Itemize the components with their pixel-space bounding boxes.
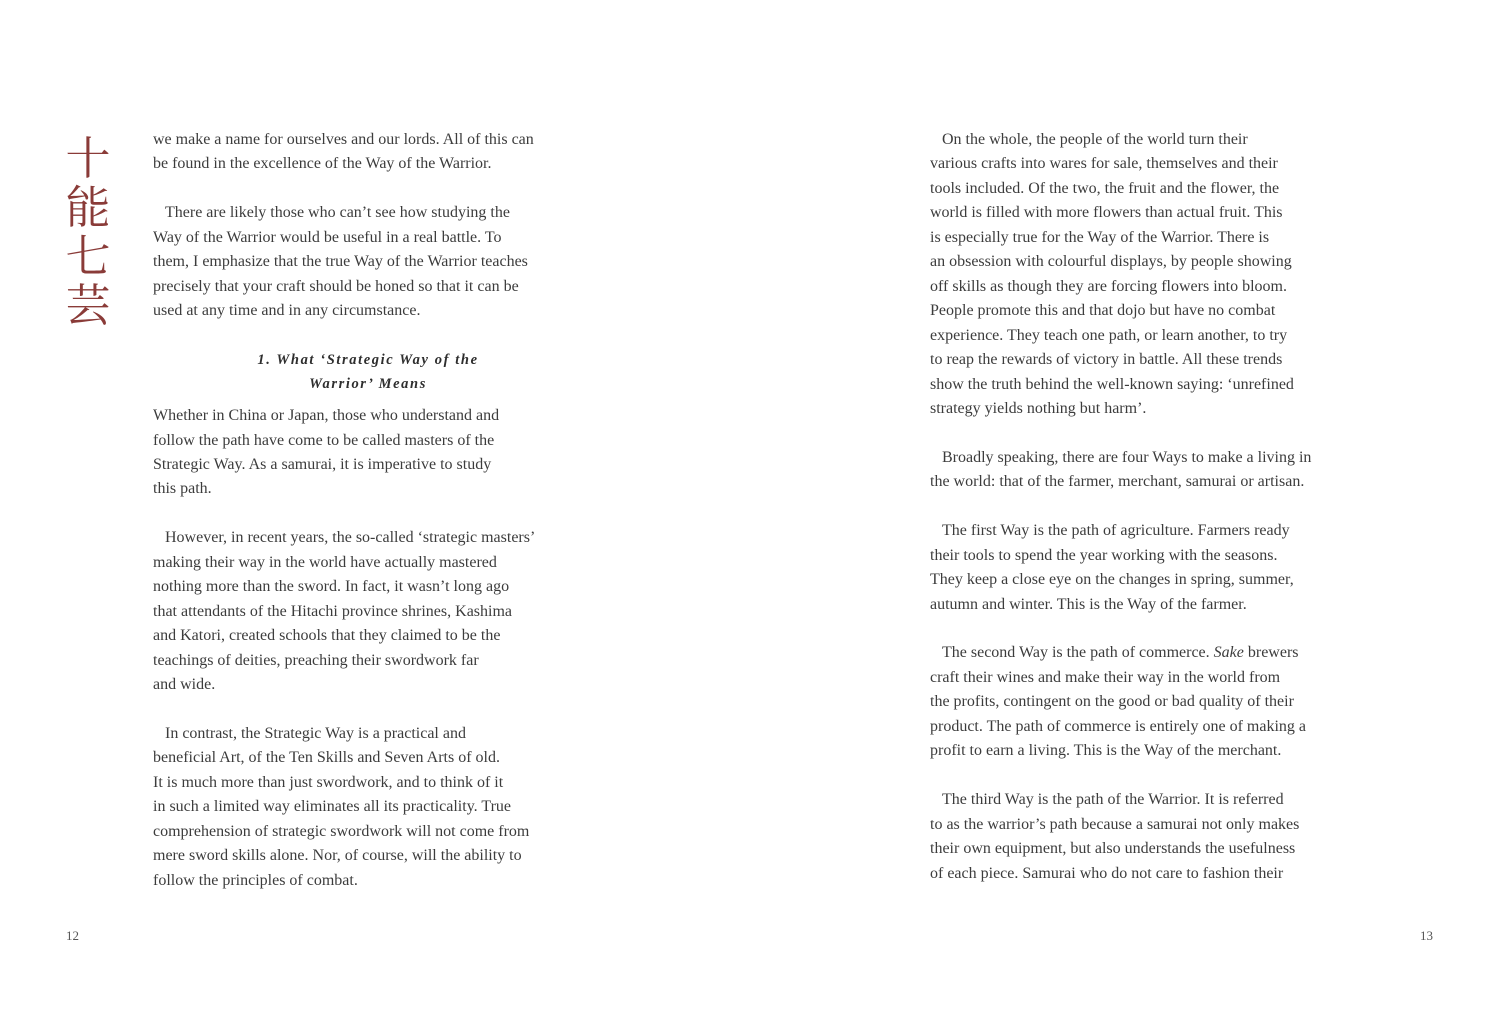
- text-line: They keep a close eye on the changes in spring, summer,: [930, 571, 1294, 589]
- text-line: them, I emphasize that the true Way of the Warrior teaches: [153, 253, 528, 271]
- text-line: However, in recent years, the so-called ‘strategic masters’: [165, 529, 536, 547]
- text-line: this path.: [153, 480, 212, 498]
- text-line: Way of the Warrior would be useful in a real battle. To: [153, 228, 502, 246]
- paragraph: [153, 526, 583, 697]
- text-line: teachings of deities, preaching their swordwork far: [153, 651, 479, 669]
- text-line: precisely that your craft should be honed so that it can be: [153, 277, 519, 295]
- right-page: [750, 0, 1500, 1015]
- text-line: [930, 641, 1370, 665]
- paragraph: [930, 446, 1370, 495]
- text-line: their own equipment, but also understands the usefulness: [930, 840, 1296, 858]
- left-text-column: [153, 128, 583, 918]
- text-line: that attendants of the Hitachi province shrines, Kashima: [153, 602, 513, 620]
- section-heading: [153, 348, 583, 396]
- paragraph: [930, 128, 1370, 421]
- paragraph: [930, 641, 1370, 763]
- text-line: and wide.: [153, 676, 216, 694]
- text-line: used at any time and in any circumstance.: [153, 302, 421, 320]
- paragraph: [153, 404, 583, 502]
- text-line: It is much more than just swordwork, and to think of it: [153, 773, 504, 791]
- paragraph: [153, 201, 583, 323]
- text-line: product. The path of commerce is entirely one of making a: [930, 717, 1307, 735]
- italic-term: Sake: [1213, 644, 1244, 662]
- text-line: mere sword skills alone. Nor, of course, will the ability to: [153, 847, 522, 865]
- text-line: On the whole, the people of the world turn their: [942, 131, 1248, 148]
- text-line: the world: that of the farmer, merchant, samurai or artisan.: [930, 473, 1305, 491]
- kanji-column: [62, 134, 114, 330]
- text-line: autumn and winter. This is the Way of the farmer.: [930, 595, 1247, 613]
- text-line: an obsession with colourful displays, by people showing: [930, 253, 1292, 271]
- text-line: Strategic Way. As a samurai, it is imperative to study: [153, 455, 492, 473]
- text-line: making their way in the world have actually mastered: [153, 553, 497, 571]
- text-line: and Katori, created schools that they claimed to be the: [153, 627, 501, 645]
- text-line: is especially true for the Way of the Warrior. There is: [930, 228, 1270, 246]
- text-line: nothing more than the sword. In fact, it wasn’t long ago: [153, 578, 510, 596]
- text-line: to reap the rewards of victory in battle. All these trends: [930, 351, 1283, 369]
- paragraph: [930, 519, 1370, 617]
- text-fragment: The second Way is the path of commerce.: [942, 644, 1214, 662]
- text-fragment: brewers: [1243, 644, 1299, 662]
- kanji-char: 七: [65, 230, 111, 283]
- text-line: be found in the excellence of the Way of the Warrior.: [153, 155, 492, 173]
- text-line: world is filled with more flowers than actual fruit. This: [930, 204, 1283, 222]
- text-line: Whether in China or Japan, those who understand and: [153, 407, 500, 425]
- text-line: their tools to spend the year working with the seasons.: [930, 546, 1278, 564]
- text-line: The third Way is the path of the Warrior. It is referred: [942, 791, 1284, 809]
- text-line: follow the principles of combat.: [153, 871, 358, 889]
- text-line: strategy yields nothing but harm’.: [930, 399, 1147, 417]
- right-text-column: [930, 128, 1370, 910]
- text-line: various crafts into wares for sale, themselves and their: [930, 155, 1278, 173]
- heading-line: 1. What ‘Strategic Way of the: [257, 352, 479, 369]
- kanji-char: 芸: [65, 279, 111, 332]
- paragraph: [153, 722, 583, 893]
- text-line: to as the warrior’s path because a samurai not only makes: [930, 815, 1300, 833]
- text-line: craft their wines and make their way in the world from: [930, 668, 1281, 686]
- text-line: show the truth behind the well-known saying: ‘unrefined: [930, 375, 1294, 393]
- page-number-left: 12: [66, 928, 79, 943]
- text-line: There are likely those who can’t see how studying the: [165, 204, 510, 222]
- kanji-char: 十: [65, 132, 111, 185]
- text-line: of each piece. Samurai who do not care to fashion their: [930, 864, 1284, 882]
- text-line: beneficial Art, of the Ten Skills and Seven Arts of old.: [153, 749, 500, 767]
- paragraph: [153, 128, 583, 177]
- page-number-right: 13: [1420, 928, 1433, 943]
- text-line: Broadly speaking, there are four Ways to make a living in: [942, 448, 1312, 466]
- text-line: comprehension of strategic swordwork will not come from: [153, 822, 530, 840]
- paragraph: [930, 788, 1370, 886]
- text-line: experience. They teach one path, or learn another, to try: [930, 326, 1288, 344]
- text-line: In contrast, the Strategic Way is a practical and: [165, 724, 466, 742]
- text-line: off skills as though they are forcing flowers into bloom.: [930, 277, 1287, 295]
- text-line: profit to earn a living. This is the Way of the merchant.: [930, 742, 1282, 760]
- text-line: The first Way is the path of agriculture. Farmers ready: [942, 522, 1290, 540]
- text-line: we make a name for ourselves and our lords. All of this can: [153, 131, 534, 148]
- kanji-char: 能: [65, 181, 111, 234]
- text-line: People promote this and that dojo but have no combat: [930, 302, 1276, 320]
- heading-line: Warrior’ Means: [309, 376, 427, 393]
- text-line: tools included. Of the two, the fruit and the flower, the: [930, 179, 1280, 197]
- text-line: in such a limited way eliminates all its practicality. True: [153, 798, 511, 816]
- text-line: follow the path have come to be called masters of the: [153, 431, 495, 449]
- text-line: the profits, contingent on the good or bad quality of their: [930, 693, 1294, 711]
